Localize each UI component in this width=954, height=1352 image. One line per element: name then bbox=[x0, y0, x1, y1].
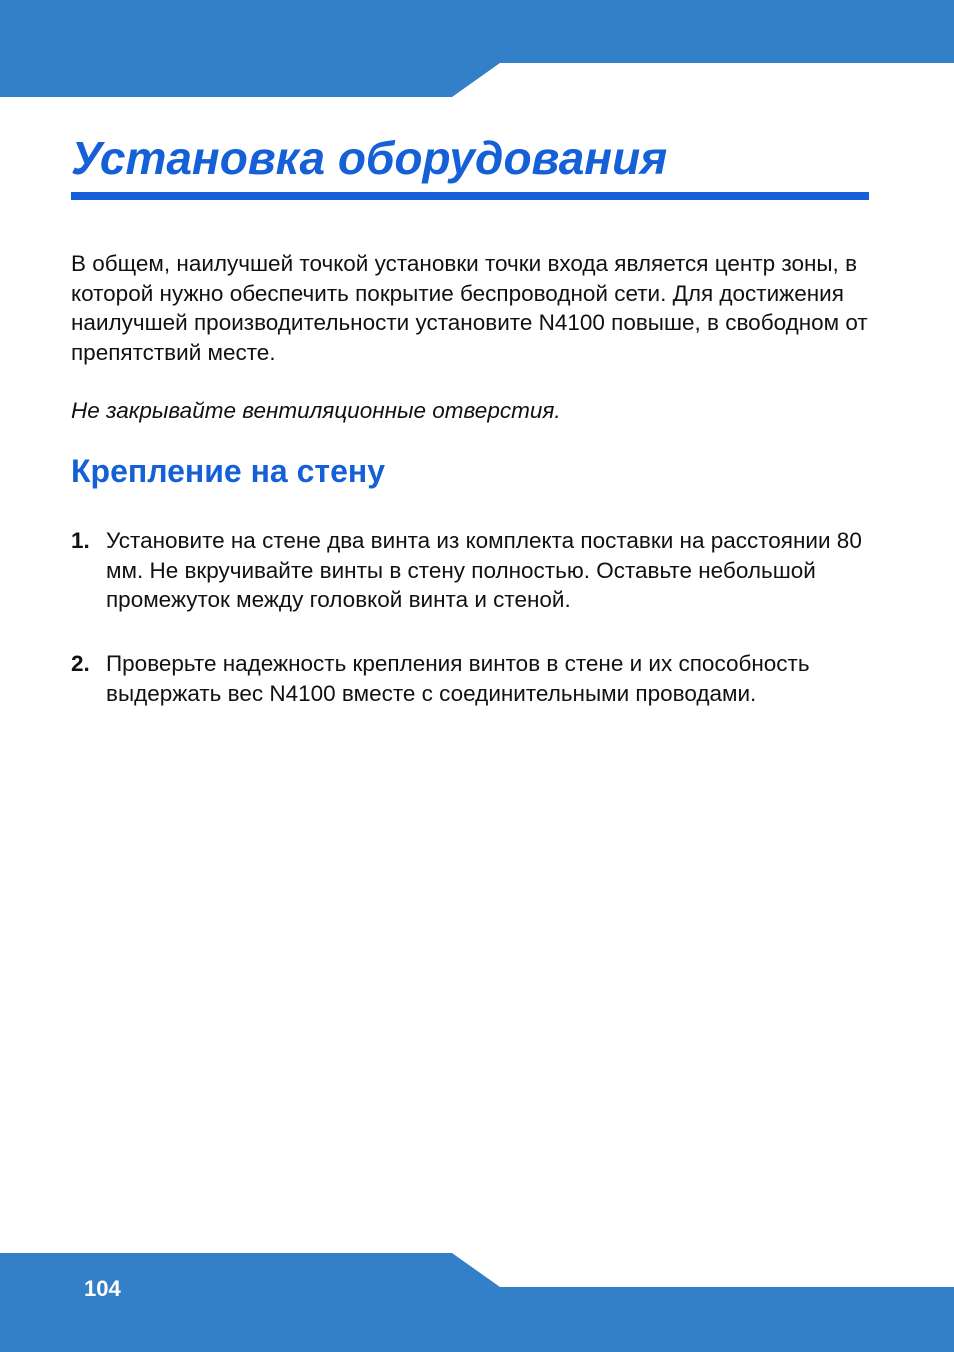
step-text: Установите на стене два винта из комплекта поставки на расстоянии 80 мм. Не вкручивайте винты в стену полностью. Оставьте небольшой промежуток между головкой винта и стеной. bbox=[106, 528, 862, 612]
ventilation-note: Не закрывайте вентиляционные отверстия. bbox=[71, 398, 561, 423]
step-number: 1. bbox=[71, 528, 90, 553]
title-divider bbox=[71, 192, 869, 200]
step-number: 2. bbox=[71, 651, 90, 676]
header-band bbox=[0, 0, 954, 97]
page-title: Установка оборудования bbox=[71, 132, 668, 184]
intro-paragraph: В общем, наилучшей точкой установки точки входа является центр зоны, в которой нужно обеспечить покрытие беспроводной сети. Для достижения наилучшей производительности установите N4100 повыше, в свободном от препятствий месте. bbox=[71, 251, 868, 365]
page-number: 104 bbox=[84, 1276, 121, 1301]
section-heading: Крепление на стену bbox=[71, 453, 385, 489]
step-text: Проверьте надежность крепления винтов в стене и их способность выдержать вес N4100 вместе с соединительными проводами. bbox=[106, 651, 810, 706]
footer-band bbox=[0, 1253, 954, 1352]
